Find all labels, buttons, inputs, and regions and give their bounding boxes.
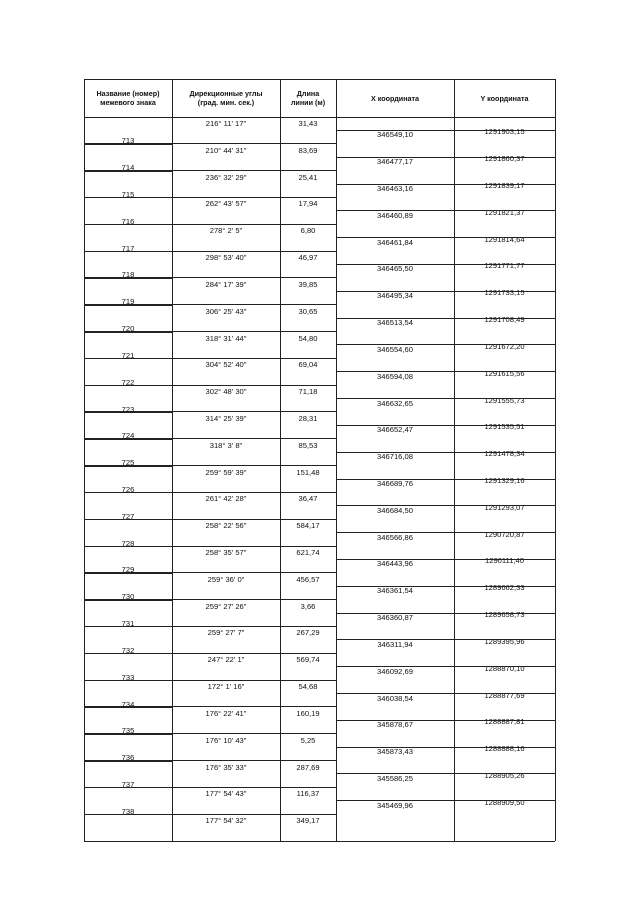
- x-coordinate: 346461,84: [377, 237, 413, 247]
- row-separator: [84, 600, 172, 601]
- line-length: 3,66: [300, 601, 316, 611]
- x-coordinate: 346495,34: [377, 291, 413, 301]
- row-separator: [84, 224, 172, 225]
- x-coordinate: 346463,16: [377, 184, 413, 194]
- y-coordinate: 1291535,51: [484, 422, 525, 432]
- x-coordinate: 345586,25: [377, 773, 413, 783]
- y-coordinate: 1289395,96: [484, 636, 525, 646]
- direction-angle: 258° 22' 56": [205, 521, 247, 531]
- marker-name: 730: [121, 592, 135, 602]
- y-coordinate: 1291293,07: [484, 502, 525, 512]
- y-coordinate: 1291615,56: [484, 368, 525, 378]
- row-separator: [336, 371, 555, 372]
- x-coordinate: 346360,87: [377, 613, 413, 623]
- x-coordinate: 345878,67: [377, 720, 413, 730]
- line-length: 69,04: [298, 360, 318, 370]
- x-coordinate: 346513,54: [377, 318, 413, 328]
- line-length: 569,74: [296, 655, 320, 665]
- direction-angle: 278° 2' 5": [209, 226, 243, 236]
- marker-name: 726: [121, 485, 135, 494]
- x-coordinate: 346361,54: [377, 586, 413, 596]
- direction-angle: 177° 54' 43": [205, 789, 247, 799]
- y-coordinate: 1288905,26: [484, 770, 525, 780]
- marker-name: 735: [121, 726, 135, 736]
- line-length: 5,25: [300, 735, 316, 745]
- line-length: 6,80: [300, 226, 316, 236]
- row-separator: [336, 693, 555, 694]
- y-coordinate: 1288870,10: [484, 663, 525, 673]
- marker-name: 720: [121, 324, 135, 334]
- line-length: 71,18: [298, 387, 318, 397]
- y-coordinate: 1289658,73: [484, 610, 525, 620]
- direction-angle: 318° 31' 44": [205, 333, 247, 343]
- line-length: 584,17: [296, 521, 320, 531]
- marker-name: 714: [121, 163, 135, 173]
- row-separator: [336, 479, 555, 480]
- y-coordinate: 1291733,15: [484, 288, 525, 298]
- direction-angle: 258° 35' 57": [205, 548, 247, 558]
- y-coordinate: 1291478,34: [484, 449, 525, 459]
- row-separator: [336, 237, 555, 238]
- x-coordinate: 346465,50: [377, 264, 413, 274]
- direction-angle: 172° 1' 16": [207, 682, 245, 692]
- y-coordinate: 1291555,73: [484, 395, 525, 405]
- y-coordinate: 1291708,49: [484, 315, 525, 325]
- row-separator: [336, 532, 555, 533]
- x-coordinate: 346684,50: [377, 505, 413, 515]
- column-border: [555, 79, 556, 841]
- column-border: [172, 79, 173, 841]
- direction-angle: 236° 32' 29": [205, 172, 247, 182]
- line-length: 160,19: [296, 708, 320, 718]
- direction-angle: 314° 25' 39": [205, 413, 247, 423]
- row-separator: [84, 626, 172, 627]
- y-coordinate: 1291821,37: [484, 207, 525, 217]
- direction-angle: 284° 17' 39": [205, 279, 247, 289]
- row-separator: [336, 586, 555, 587]
- line-length: 456,57: [296, 574, 320, 584]
- marker-name: 724: [121, 431, 135, 441]
- row-separator: [84, 707, 172, 708]
- direction-angle: 304° 52' 40": [205, 360, 247, 370]
- x-coordinate: 345873,43: [377, 747, 413, 757]
- direction-angle: 176° 10' 43": [205, 735, 247, 745]
- row-separator: [84, 305, 172, 306]
- x-coordinate: 345469,96: [377, 800, 413, 810]
- y-coordinate: 1288877,69: [484, 690, 525, 700]
- y-coordinate: 1291771,77: [484, 261, 525, 271]
- line-length: 28,31: [298, 413, 318, 423]
- line-length: 54,68: [298, 682, 318, 692]
- line-length: 621,74: [296, 548, 320, 558]
- y-coordinate: 1291860,37: [484, 154, 525, 164]
- marker-name: 738: [121, 806, 135, 816]
- x-coordinate: 346311,94: [377, 639, 413, 649]
- row-separator: [336, 505, 555, 506]
- marker-name: 732: [121, 645, 135, 655]
- y-coordinate: 1288909,50: [484, 797, 525, 807]
- direction-angle: 259° 36' 0": [207, 574, 245, 584]
- y-coordinate: 1289662,33: [484, 583, 525, 593]
- row-separator: [336, 747, 555, 748]
- row-separator: [336, 344, 555, 345]
- marker-name: 727: [121, 511, 135, 521]
- line-length: 287,69: [296, 762, 320, 772]
- x-coordinate: 346652,47: [377, 425, 413, 435]
- y-coordinate: 1288888,16: [484, 744, 525, 754]
- marker-name: 723: [121, 404, 135, 414]
- y-coordinate: 1291903,15: [484, 127, 525, 137]
- line-length: 267,29: [296, 628, 320, 638]
- direction-angle: 210° 44' 31": [205, 145, 247, 155]
- row-separator: [84, 439, 172, 440]
- row-separator: [84, 519, 172, 520]
- header-marker-name: Название (номер) межевого знака: [96, 89, 160, 107]
- direction-angle: 261° 42' 28": [205, 494, 247, 504]
- direction-angle: 177° 54' 32": [205, 816, 247, 826]
- y-coordinate: 1288887,81: [484, 717, 525, 727]
- marker-name: 728: [121, 538, 135, 548]
- row-separator: [84, 761, 172, 762]
- row-separator: [84, 466, 172, 467]
- row-separator: [336, 291, 555, 292]
- direction-angle: 247° 22' 1": [207, 655, 245, 665]
- y-coordinate: 1290111,40: [485, 556, 524, 566]
- direction-angle: 298° 53' 40": [205, 253, 247, 263]
- row-separator: [84, 144, 172, 145]
- row-separator: [336, 773, 555, 774]
- y-coordinate: 1291839,17: [484, 181, 525, 191]
- x-coordinate: 346477,17: [377, 157, 413, 167]
- line-length: 349,17: [296, 816, 320, 826]
- line-length: 46,97: [298, 253, 318, 263]
- marker-name: 725: [121, 458, 135, 468]
- row-separator: [84, 197, 172, 198]
- direction-angle: 318° 3' 8": [209, 440, 243, 450]
- row-separator: [336, 720, 555, 721]
- row-separator: [336, 800, 555, 801]
- x-coordinate: 346716,08: [377, 452, 413, 462]
- direction-angle: 176° 22' 41": [205, 708, 247, 718]
- x-coordinate: 346460,89: [377, 210, 413, 220]
- line-length: 54,80: [298, 333, 318, 343]
- direction-angle: 176° 35' 33": [205, 762, 247, 772]
- row-separator: [84, 278, 172, 279]
- row-separator: [336, 210, 555, 211]
- row-separator: [84, 358, 172, 359]
- line-length: 85,53: [298, 440, 318, 450]
- header-direction-angle: Дирекционные углы (град. мин. сек.): [189, 89, 263, 107]
- row-separator: [84, 814, 172, 815]
- row-separator: [336, 130, 555, 131]
- marker-name: 736: [121, 753, 135, 763]
- marker-name: 717: [121, 243, 135, 253]
- row-separator: [84, 385, 172, 386]
- marker-name: 721: [121, 350, 135, 360]
- table-border-top: [84, 79, 555, 80]
- line-length: 25,41: [298, 172, 318, 182]
- direction-angle: 259° 27' 26": [205, 601, 247, 611]
- x-coordinate: 346689,76: [377, 479, 413, 488]
- x-coordinate: 346549,10: [377, 130, 413, 140]
- row-separator: [336, 318, 555, 319]
- direction-angle: 302° 48' 30": [205, 387, 247, 397]
- row-separator: [336, 264, 555, 265]
- row-separator: [336, 639, 555, 640]
- y-coordinate: 1290720,87: [484, 529, 525, 539]
- header-x-coordinate: X координата: [370, 93, 420, 103]
- x-coordinate: 346554,60: [377, 344, 413, 354]
- row-separator: [84, 171, 172, 172]
- row-separator: [336, 559, 555, 560]
- x-coordinate: 346594,08: [377, 371, 413, 381]
- marker-name: 715: [121, 190, 135, 200]
- header-line-length: Длина линии (м): [290, 89, 326, 107]
- table-border-bottom: [84, 841, 555, 842]
- y-coordinate: 1291329,16: [484, 476, 525, 485]
- x-coordinate: 346566,86: [377, 532, 413, 542]
- row-separator: [336, 613, 555, 614]
- header-border: [84, 117, 555, 118]
- row-separator: [336, 666, 555, 667]
- direction-angle: 262° 43' 57": [205, 199, 247, 209]
- line-length: 83,69: [298, 145, 318, 155]
- column-border: [280, 79, 281, 841]
- row-separator: [336, 184, 555, 185]
- line-length: 151,48: [296, 467, 320, 477]
- row-separator: [84, 412, 172, 413]
- direction-angle: 306° 25' 43": [205, 306, 247, 316]
- row-separator: [84, 787, 172, 788]
- header-y-coordinate: Y координата: [480, 93, 529, 103]
- direction-angle: 216° 11' 17": [205, 119, 247, 128]
- marker-name: 729: [121, 565, 135, 575]
- row-separator: [84, 251, 172, 252]
- x-coordinate: 346443,96: [377, 559, 413, 569]
- marker-name: 737: [121, 779, 135, 789]
- row-separator: [336, 425, 555, 426]
- row-separator: [84, 573, 172, 574]
- marker-name: 731: [121, 619, 135, 629]
- line-length: 30,65: [298, 306, 318, 316]
- line-length: 39,85: [298, 279, 318, 289]
- line-length: 17,94: [298, 199, 318, 209]
- row-separator: [84, 332, 172, 333]
- marker-name: 722: [121, 377, 135, 387]
- direction-angle: 259° 27' 7": [207, 628, 245, 638]
- row-separator: [84, 546, 172, 547]
- row-separator: [336, 452, 555, 453]
- coordinates-table: [84, 79, 555, 841]
- row-separator: [84, 653, 172, 654]
- direction-angle: 259° 59' 39": [205, 467, 247, 477]
- row-separator: [336, 398, 555, 399]
- row-separator: [84, 680, 172, 681]
- y-coordinate: 1291814,64: [484, 234, 525, 244]
- marker-name: 718: [121, 270, 135, 280]
- row-separator: [84, 734, 172, 735]
- x-coordinate: 346038,54: [377, 693, 413, 703]
- marker-name: 719: [121, 297, 135, 307]
- line-length: 116,37: [296, 789, 320, 799]
- marker-name: 713: [121, 136, 135, 146]
- x-coordinate: 346632,65: [377, 398, 413, 408]
- line-length: 31,43: [298, 119, 318, 128]
- marker-name: 734: [121, 699, 135, 709]
- marker-name: 733: [121, 672, 135, 682]
- x-coordinate: 346092,69: [377, 666, 413, 676]
- row-separator: [84, 492, 172, 493]
- row-separator: [336, 157, 555, 158]
- marker-name: 716: [121, 216, 135, 226]
- line-length: 36,47: [298, 494, 318, 504]
- y-coordinate: 1291672,20: [484, 341, 525, 351]
